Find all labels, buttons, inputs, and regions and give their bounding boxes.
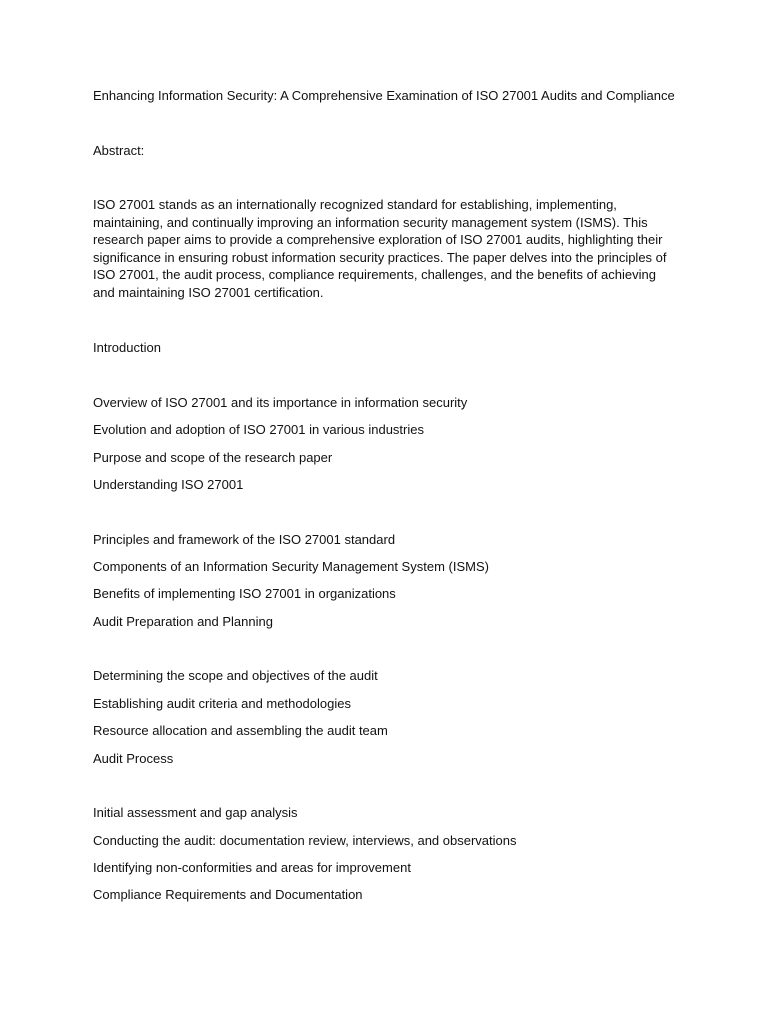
- outline-item: Initial assessment and gap analysis: [93, 805, 298, 820]
- outline-item: Identifying non-conformities and areas for improvement: [93, 860, 411, 875]
- introduction-heading: Introduction: [93, 340, 161, 355]
- outline-item: Benefits of implementing ISO 27001 in organizations: [93, 586, 396, 601]
- outline-item: Principles and framework of the ISO 27001 standard: [93, 532, 396, 547]
- outline-item: Understanding ISO 27001: [93, 477, 244, 492]
- outline-item: Resource allocation and assembling the audit team: [93, 723, 388, 738]
- outline-item: Audit Preparation and Planning: [93, 614, 273, 629]
- outline-item: Establishing audit criteria and methodologies: [93, 696, 351, 711]
- outline-item: Evolution and adoption of ISO 27001 in various industries: [93, 422, 424, 437]
- outline-item: Compliance Requirements and Documentation: [93, 887, 363, 902]
- abstract-heading: Abstract:: [93, 143, 145, 158]
- outline-item: Determining the scope and objectives of the audit: [93, 668, 378, 683]
- outline-item: Overview of ISO 27001 and its importance in information security: [93, 395, 468, 410]
- abstract-body: ISO 27001 stands as an internationally recognized standard for establishing, implementing, maintaining, and continually improving an information security management system (ISMS). This research paper aims to provide a comprehensive exploration of ISO 27001 audits, highlighting their significance in ensuring robust information security practices. The paper delves into the principles of ISO 27001, the audit process, compliance requirements, challenges, and the benefits of achieving and maintaining ISO 27001 certification.: [93, 197, 667, 300]
- document-title: Enhancing Information Security: A Comprehensive Examination of ISO 27001 Audits and Compliance: [93, 88, 675, 103]
- outline-item: Purpose and scope of the research paper: [93, 450, 333, 465]
- outline-item: Conducting the audit: documentation review, interviews, and observations: [93, 833, 517, 848]
- outline-item: Audit Process: [93, 751, 174, 766]
- outline-item: Components of an Information Security Management System (ISMS): [93, 559, 489, 574]
